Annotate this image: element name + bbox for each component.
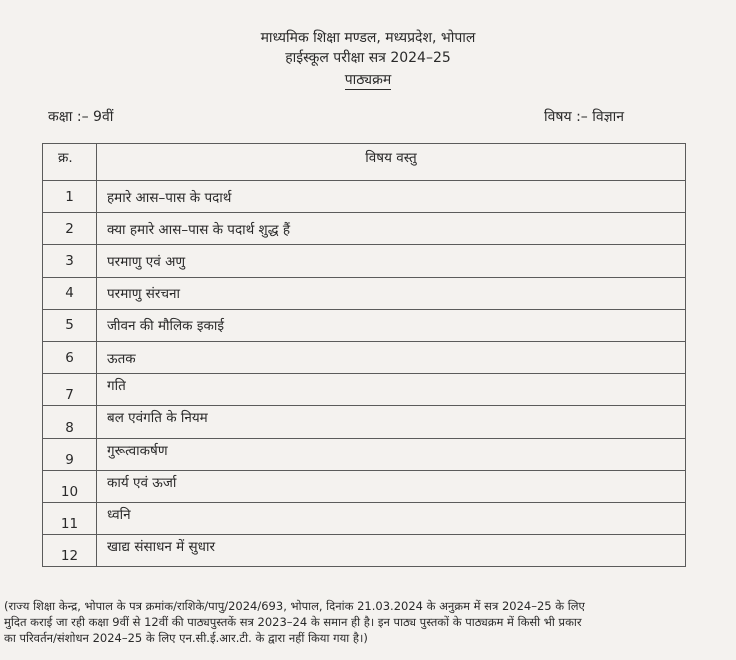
serial-number-header: क्र. bbox=[43, 144, 97, 181]
row-number: 11 bbox=[43, 502, 97, 534]
table-header-row bbox=[43, 144, 686, 181]
row-topic: परमाणु संरचना bbox=[97, 277, 686, 309]
row-number: 2 bbox=[43, 213, 97, 245]
footnote-line: का परिवर्तन/संशोधन 2024–25 के लिए एन.सी.ई.आर.टी. के द्वारा नहीं किया गया है।) bbox=[4, 631, 368, 645]
table-row bbox=[43, 245, 686, 277]
table-row bbox=[43, 438, 686, 470]
table-row bbox=[43, 341, 686, 373]
row-number: 9 bbox=[43, 438, 97, 470]
subject-label: विषय :– विज्ञान bbox=[544, 109, 625, 125]
row-number: 3 bbox=[43, 245, 97, 277]
row-number: 4 bbox=[43, 277, 97, 309]
row-number: 7 bbox=[43, 374, 97, 406]
row-topic: क्या हमारे आस–पास के पदार्थ शुद्ध हैं bbox=[97, 213, 686, 245]
syllabus-table bbox=[42, 143, 686, 567]
document-title bbox=[0, 70, 736, 89]
row-topic: परमाणु एवं अणु bbox=[97, 245, 686, 277]
row-topic: जीवन की मौलिक इकाई bbox=[97, 309, 686, 341]
table-row bbox=[43, 535, 686, 567]
syllabus-heading: पाठ्यक्रम bbox=[344, 72, 392, 88]
footnote bbox=[4, 598, 732, 646]
table-row bbox=[43, 309, 686, 341]
row-number: 1 bbox=[43, 181, 97, 213]
table-row bbox=[43, 277, 686, 309]
table-row bbox=[43, 502, 686, 534]
exam-session: हाईस्कूल परीक्षा सत्र 2024–25 bbox=[285, 50, 451, 66]
board-name: माध्यमिक शिक्षा मण्डल, मध्यप्रदेश, भोपाल bbox=[260, 30, 476, 46]
table-row bbox=[43, 181, 686, 213]
row-topic: ध्वनि bbox=[97, 502, 686, 534]
row-topic: कार्य एवं ऊर्जा bbox=[97, 470, 686, 502]
table-row bbox=[43, 406, 686, 438]
row-number: 6 bbox=[43, 341, 97, 373]
row-topic: हमारे आस–पास के पदार्थ bbox=[97, 181, 686, 213]
footnote-line: मुदित कराई जा रही कक्षा 9वीं से 12वीं की पाठ्यपुस्तकें सत्र 2023–24 के समान ही है। इन पाठ्य पुस्तकों के पाठ्यक्रम में किसी भी प्रकार bbox=[4, 615, 582, 629]
row-topic: ऊतक bbox=[97, 341, 686, 373]
row-number: 10 bbox=[43, 470, 97, 502]
row-number: 12 bbox=[43, 535, 97, 567]
row-number: 5 bbox=[43, 309, 97, 341]
row-topic: गुरूत्वाकर्षण bbox=[97, 438, 686, 470]
row-number: 8 bbox=[43, 406, 97, 438]
topic-header: विषय वस्तु bbox=[97, 144, 686, 181]
table-row bbox=[43, 374, 686, 406]
row-topic: खाद्य संसाधन में सुधार bbox=[97, 535, 686, 567]
footnote-line: (राज्य शिक्षा केन्द्र, भोपाल के पत्र क्रमांक/राशिके/पापु/2024/693, भोपाल, दिनांक 21.03.2024 के अनुक्रम में सत्र 2024–25 के लिए bbox=[4, 599, 585, 613]
class-label: कक्षा :– 9वीं bbox=[48, 109, 114, 125]
table-row bbox=[43, 470, 686, 502]
row-topic: गति bbox=[97, 374, 686, 406]
row-topic: बल एवंगति के नियम bbox=[97, 406, 686, 438]
table-row bbox=[43, 213, 686, 245]
